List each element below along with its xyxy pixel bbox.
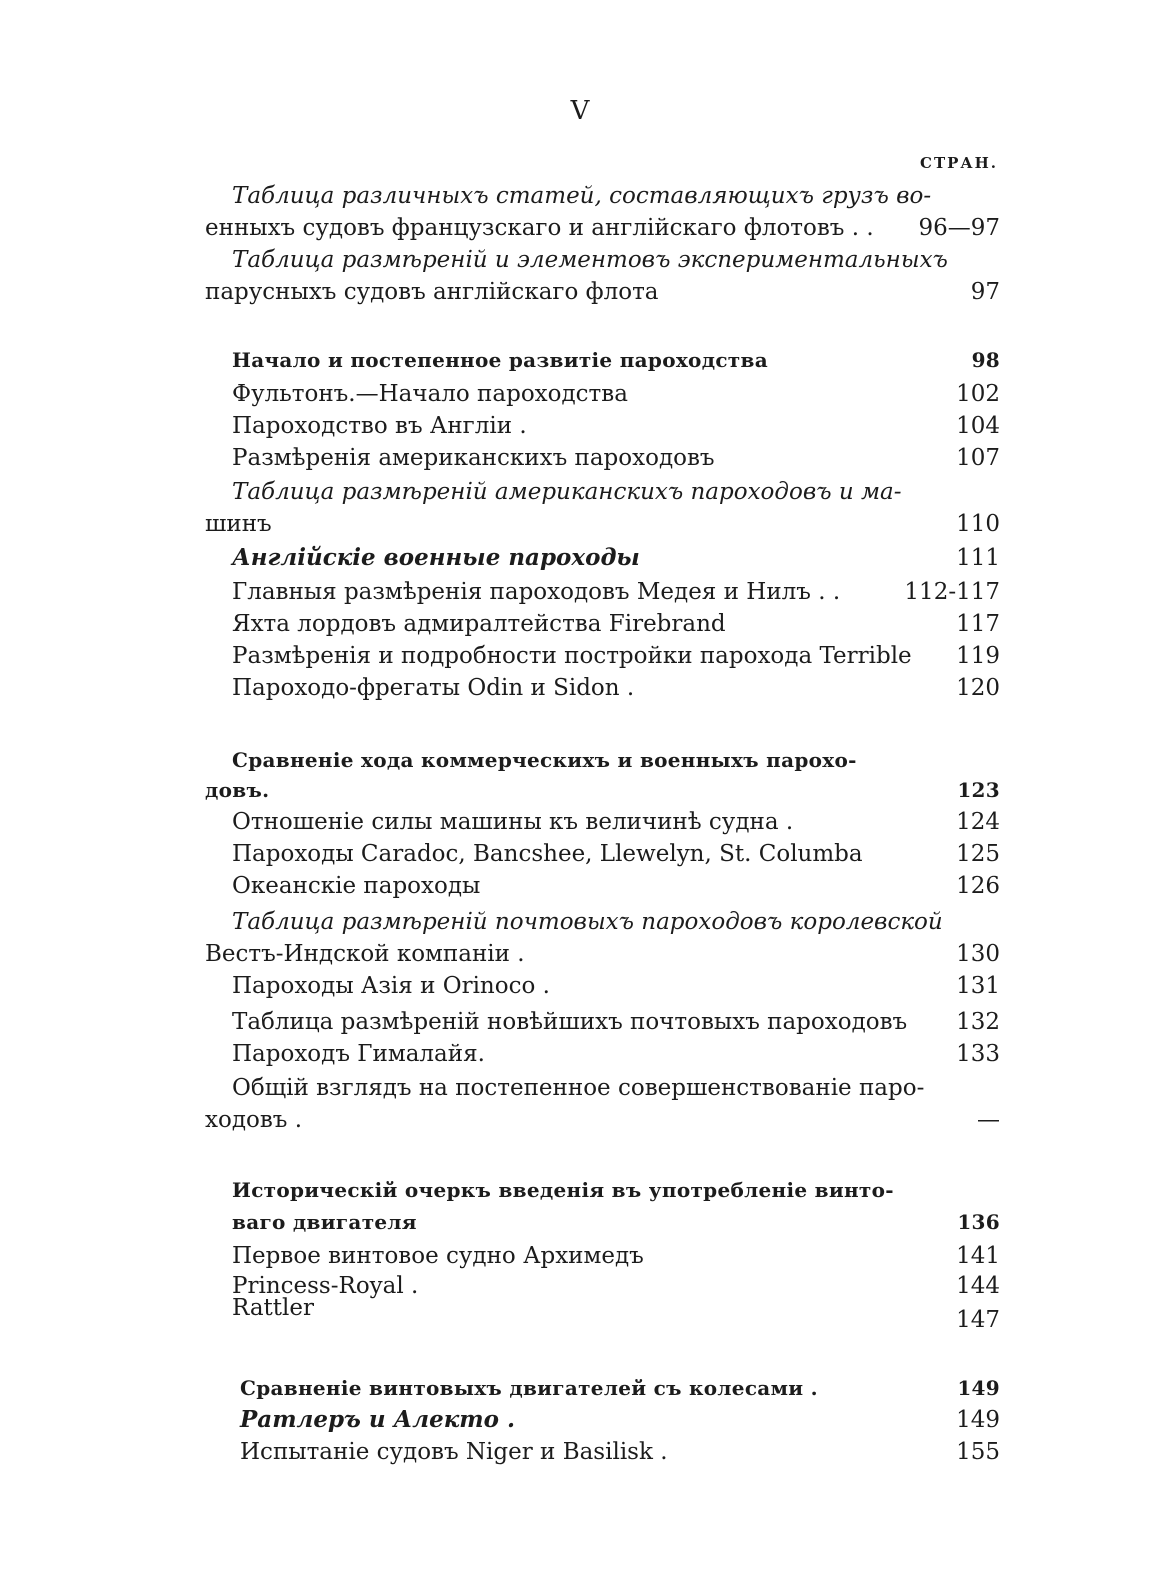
toc-entry-page: 131: [956, 973, 1000, 999]
toc-entry-text: Пароходы Caradoc, Bancshee, Llewelyn, St. Columba: [232, 841, 863, 867]
toc-entry: [232, 672, 1012, 704]
toc-entry-page: 98: [971, 348, 1000, 372]
toc-entry-text: Rattler: [232, 1295, 315, 1321]
toc-entry-page: 149: [957, 1376, 1000, 1400]
toc-entry-page: 141: [956, 1243, 1000, 1269]
toc-entry-page: 111: [956, 545, 1000, 571]
toc-entry-page: 123: [957, 778, 1000, 802]
toc-entry-text: Англійскіе военные пароходы: [232, 544, 640, 571]
toc-entry-text: Главныя размѣренія пароходовъ Медея и Нилъ . .: [232, 579, 841, 605]
toc-entry-text: Таблица размѣреній и элементовъ экспериментальныхъ: [232, 247, 948, 273]
toc-entry-page: 144: [956, 1273, 1000, 1299]
toc-entry-text: Размѣренія и подробности постройки парохода Terrible: [232, 643, 912, 669]
toc-entry-page: 102: [956, 381, 1000, 407]
toc-entry: [232, 542, 1012, 574]
toc-entry-text: Таблица различныхъ статей, составляющихъ грузъ во-: [232, 183, 932, 209]
toc-entry-page: 97: [970, 279, 1000, 305]
toc-entry-text: Таблица размѣреній новѣйшихъ почтовыхъ пароходовъ: [232, 1009, 908, 1035]
toc-entry-text: енныхъ судовъ французскаго и англійскаго флотовъ . .: [205, 215, 874, 241]
toc-section-heading: [205, 774, 1005, 806]
toc-entry-text: Пароходъ Гималайя.: [232, 1041, 485, 1067]
toc-entry: [205, 1104, 1005, 1136]
toc-section-heading: [232, 344, 1012, 376]
toc-entry: [240, 1436, 1012, 1468]
toc-entry-text: Princess-Royal .: [232, 1273, 419, 1299]
toc-entry-page: 149: [956, 1407, 1000, 1433]
toc-entry-text: довъ.: [205, 778, 270, 802]
toc-entry-text: Размѣренія американскихъ пароходовъ: [232, 445, 715, 471]
toc-entry-text: Отношеніе силы машины къ величинѣ судна .: [232, 809, 794, 835]
toc-entry-text: ходовъ .: [205, 1107, 303, 1133]
page-number: V: [570, 96, 590, 126]
toc-entry: [232, 1304, 1012, 1336]
toc-entry: [205, 212, 1005, 244]
toc-entry-text: Фультонъ.—Начало пароходства: [232, 381, 628, 407]
toc-entry-text: Начало и постепенное развитіе пароходства: [232, 348, 768, 372]
toc-entry-text: шинъ: [205, 511, 272, 537]
toc-entry-page: 110: [956, 511, 1000, 537]
toc-entry-page: 117: [956, 611, 1000, 637]
toc-entry-page: 132: [956, 1009, 1000, 1035]
toc-entry-text: Первое винтовое судно Архимедъ: [232, 1243, 644, 1269]
toc-section-heading: [240, 1372, 1012, 1404]
toc-entry: [232, 1006, 1012, 1038]
toc-entry-text: Вестъ-Индской компаніи .: [205, 941, 525, 967]
toc-entry-page: 155: [956, 1439, 1000, 1465]
toc-entry: [205, 938, 1005, 970]
toc-entry-page: 119: [956, 643, 1000, 669]
toc-entry-text: Таблица размѣреній почтовыхъ пароходовъ королевской: [232, 909, 943, 935]
toc-entry-text: Яхта лордовъ адмиралтейства Firebrand: [232, 611, 726, 637]
toc-entry-text: Пароходо-фрегаты Odin и Sidon .: [232, 675, 635, 701]
toc-entry: [232, 576, 1012, 608]
toc-entry: [205, 276, 1005, 308]
toc-entry: [232, 608, 1012, 640]
toc-entry: [240, 1404, 1012, 1436]
toc-entry-page: 147: [956, 1307, 1000, 1333]
toc-section-heading: [232, 1206, 1012, 1238]
toc-entry: [205, 508, 1005, 540]
toc-entry-page: 120: [956, 675, 1000, 701]
toc-entry-page: —: [977, 1107, 1000, 1133]
toc-entry-page: 112-117: [904, 579, 1000, 605]
toc-entry-text: Историческій очеркъ введенія въ употребленіе винто-: [232, 1178, 894, 1202]
toc-entry-text: Сравненіе хода коммерческихъ и военныхъ парохо-: [232, 748, 857, 772]
toc-entry-page: 124: [956, 809, 1000, 835]
toc-entry: [232, 410, 1012, 442]
toc-entry-page: 133: [956, 1041, 1000, 1067]
toc-entry-text: Ратлеръ и Алекто .: [240, 1406, 516, 1433]
page-column-header: СТРАН.: [920, 154, 998, 172]
toc-entry-page: 136: [957, 1210, 1000, 1234]
toc-entry-text: Пароходы Азія и Orinoco .: [232, 973, 550, 999]
toc-entry-text: Сравненіе винтовыхъ двигателей съ колесами .: [240, 1376, 818, 1400]
toc-entry: [232, 806, 1012, 838]
toc-entry-page: 130: [956, 941, 1000, 967]
toc-entry: [232, 1038, 1012, 1070]
toc-entry-text: парусныхъ судовъ англійскаго флота: [205, 279, 659, 305]
toc-entry: [232, 378, 1012, 410]
toc-entry: [232, 640, 1012, 672]
toc-entry: [232, 838, 1012, 870]
toc-entry: [232, 1240, 1012, 1272]
toc-entry: [232, 970, 1012, 1002]
toc-entry-page: 96—97: [918, 215, 1000, 241]
toc-entry-text: Пароходство въ Англіи .: [232, 413, 527, 439]
toc-entry-page: 126: [956, 873, 1000, 899]
toc-entry-page: 104: [956, 413, 1000, 439]
toc-entry-text: ваго двигателя: [232, 1210, 417, 1234]
toc-entry: [232, 870, 1012, 902]
toc-entry-text: Таблица размѣреній американскихъ пароходовъ и ма-: [232, 479, 902, 505]
toc-entry-text: Испытаніе судовъ Niger и Basilisk .: [240, 1439, 668, 1465]
toc-entry-page: 107: [956, 445, 1000, 471]
toc-entry-text: Океанскіе пароходы: [232, 873, 481, 899]
toc-entry-text: Общій взглядъ на постепенное совершенствованіе паро-: [232, 1075, 925, 1101]
toc-entry-page: 125: [956, 841, 1000, 867]
toc-entry: [232, 1270, 1012, 1302]
toc-entry: [232, 442, 1012, 474]
